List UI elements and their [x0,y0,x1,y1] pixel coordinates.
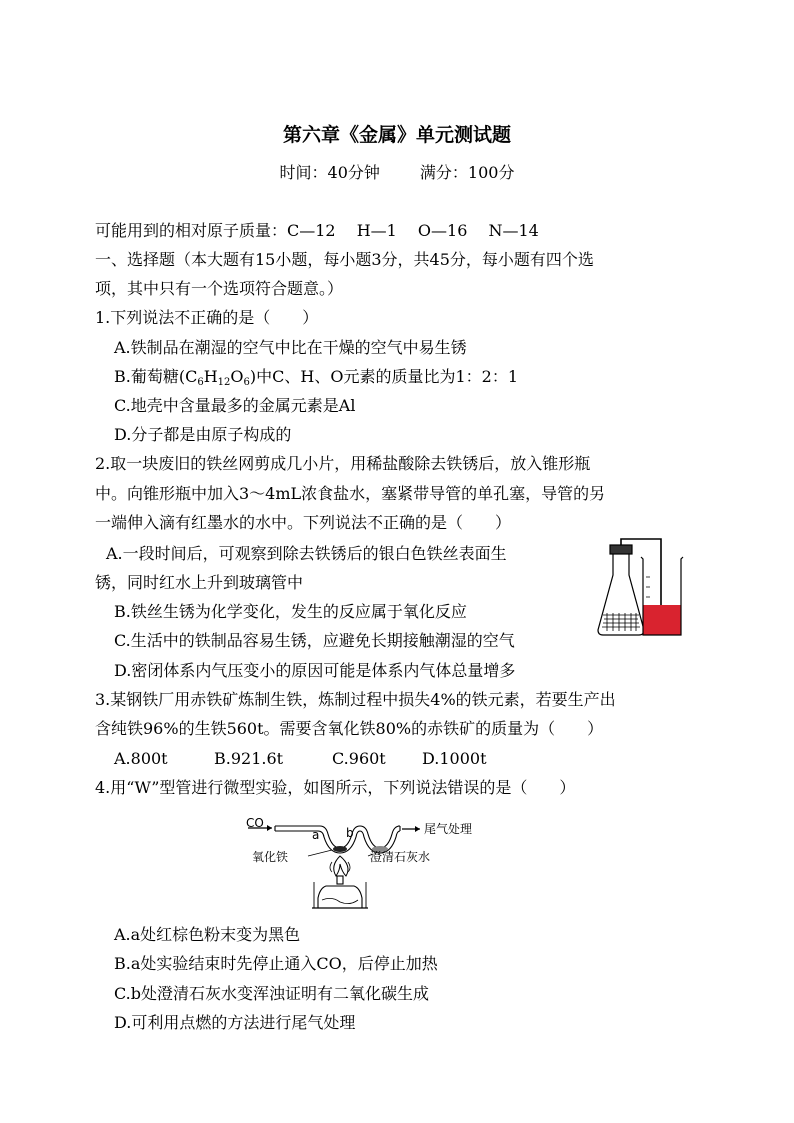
atomic-masses: 可能用到的相对原子质量：C—12 H—1 O—16 N—14 [95,221,539,240]
q2-stem-3: 一端伸入滴有红墨水的水中。下列说法不正确的是（ ） [95,513,512,532]
page-title: 第六章《金属》单元测试题 [282,124,511,146]
q3-options [114,748,487,770]
q4-option-d: D.可利用点燃的方法进行尾气处理 [114,1013,356,1032]
q4-stem: 4.用“W”型管进行微型实验，如图所示，下列说法错误的是（ ） [95,778,576,797]
tail-gas-label: 尾气处理 [424,822,473,836]
section-instructions-2: 项，其中只有一个选项符合题意。） [95,279,344,298]
q3-option-c: C.960t [332,749,386,768]
time-label: 时间：40分钟 [279,163,380,182]
rusting-apparatus-figure [593,535,687,639]
point-b-label: b [346,826,354,840]
q2-option-b: B.铁丝生锈为化学变化，发生的反应属于氧化反应 [114,602,467,621]
alcohol-lamp [312,876,368,908]
q1-option-c: C.地壳中含量最多的金属元素是Al [114,396,356,415]
score-label: 满分：100分 [419,163,515,182]
q4-option-b: B.a处实验结束时先停止通入CO，后停止加热 [114,954,438,973]
flame [334,856,348,876]
q3-option-b: B.921.6t [214,749,284,768]
beaker [641,557,683,635]
w-tube [275,826,400,848]
q3-stem-1: 3.某钢铁厂用赤铁矿炼制生铁，炼制过程中损失4%的铁元素，若要生产出 [95,690,616,709]
q3-option-a: A.800t [114,749,168,768]
section-instructions-1: 一、选择题（本大题有15小题，每小题3分，共45分，每小题有四个选 [95,250,594,269]
q2-option-a-1: A.一段时间后，可观察到除去铁锈后的银白色铁丝表面生 [106,544,507,563]
q3-stem-2: 含纯铁96%的生铁560t。需要含氧化铁80%的赤铁矿的质量为（ ） [95,719,604,738]
q2-option-a-2: 锈，同时红水上升到玻璃管中 [95,573,304,592]
q4-option-c: C.b处澄清石灰水变浑浊证明有二氧化碳生成 [114,984,430,1003]
q3-option-d: D.1000t [422,749,487,768]
q2-option-d: D.密闭体系内气压变小的原因可能是体系内气体总量增多 [114,661,516,680]
q4-option-a: A.a处红棕色粉末变为黑色 [114,925,301,944]
q1-option-a: A.铁制品在潮湿的空气中比在干燥的空气中易生锈 [114,338,467,357]
iron-oxide-powder [333,846,347,852]
q1-option-d: D.分子都是由原子构成的 [114,425,292,444]
co-label: CO [246,816,264,830]
q1-option-b: B.葡萄糖$(C_6H_{12}O_6)$中C、H、O元素的质量比为1：2：1 [114,367,519,388]
iron-wire-mesh [602,613,640,631]
q2-stem-2: 中。向锥形瓶中加入3～4mL浓食盐水，塞紧带导管的单孔塞，导管的另 [95,484,606,503]
exam-meta [0,160,794,183]
limewater-label: 澄清石灰水 [370,850,431,864]
q2-option-c: C.生活中的铁制品容易生锈，应避免长期接触潮湿的空气 [114,631,515,650]
point-a-label: a [312,828,320,842]
conical-flask [598,545,644,635]
q2-stem-1: 2.取一块废旧的铁丝网剪成几小片，用稀盐酸除去铁锈后，放入锥形瓶 [95,454,591,473]
w-tube-figure [240,812,500,916]
iron-oxide-label: 氧化铁 [252,850,289,864]
q1-stem: 1.下列说法不正确的是（ ） [95,308,319,327]
